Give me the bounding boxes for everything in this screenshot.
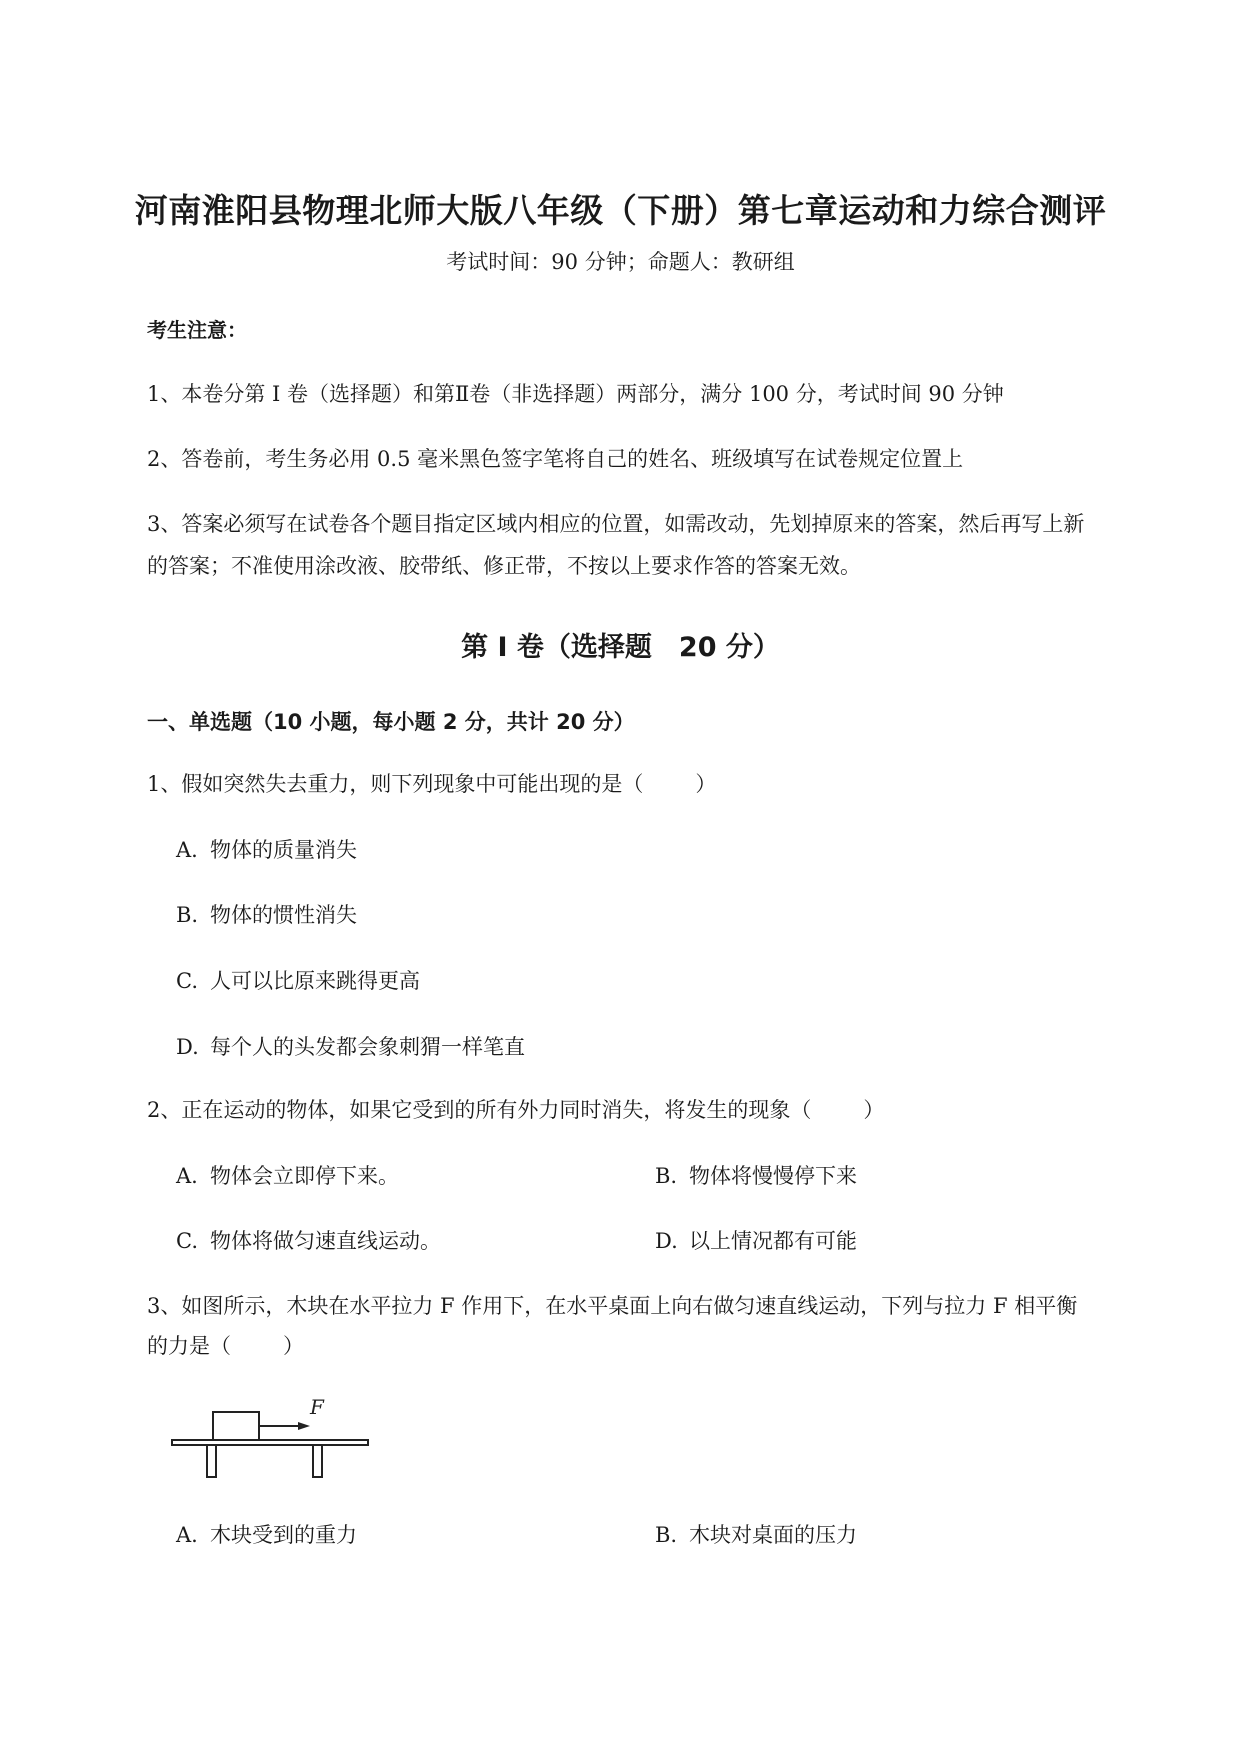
notice-item: 3、答案必须写在试卷各个题目指定区域内相应的位置，如需改动，先划掉原来的答案，然后再写上新 xyxy=(147,512,1085,536)
table-top xyxy=(172,1440,368,1445)
option-label: D. xyxy=(655,1229,678,1253)
option-label: C. xyxy=(176,969,198,993)
section-title: 第 I 卷（选择题 20 分） xyxy=(461,632,780,663)
question-3-option-b[interactable] xyxy=(655,1519,857,1549)
option-text: 人可以比原来跳得更高 xyxy=(210,969,420,993)
option-label: B. xyxy=(655,1523,678,1547)
page-title: 河南淮阳县物理北师大版八年级（下册）第七章运动和力综合测评 xyxy=(134,191,1107,230)
question-1-option-c[interactable] xyxy=(176,965,420,995)
option-label: B. xyxy=(655,1164,678,1188)
question-stem-text: 2、正在运动的物体，如果它受到的所有外力同时消失，将发生的现象（ xyxy=(147,1098,812,1122)
question-2-option-d[interactable] xyxy=(655,1225,857,1255)
block-on-table-figure xyxy=(170,1392,370,1482)
question-2-option-b[interactable] xyxy=(655,1160,857,1190)
force-label: F xyxy=(310,1395,324,1419)
option-text: 木块对桌面的压力 xyxy=(689,1523,857,1547)
notice-item-continued: 的答案；不准使用涂改液、胶带纸、修正带，不按以上要求作答的答案无效。 xyxy=(147,554,861,578)
option-label: A. xyxy=(176,1523,198,1547)
force-arrow-head xyxy=(298,1422,310,1430)
option-text: 木块受到的重力 xyxy=(210,1523,357,1547)
option-label: A. xyxy=(176,1164,198,1188)
question-1-option-a[interactable] xyxy=(176,834,357,864)
question-3-stem: 3、如图所示，木块在水平拉力 F 作用下，在水平桌面上向右做匀速直线运动，下列与拉力 F 相平衡 xyxy=(147,1294,1078,1318)
question-1-option-d[interactable] xyxy=(176,1031,525,1061)
option-text: 物体将慢慢停下来 xyxy=(689,1164,857,1188)
option-label: A. xyxy=(176,838,198,862)
notice-item: 2、答卷前，考生务必用 0.5 毫米黑色签字笔将自己的姓名、班级填写在试卷规定位置上 xyxy=(147,447,964,471)
option-text: 物体将做匀速直线运动。 xyxy=(210,1229,441,1253)
question-stem-text: 的力是（ xyxy=(147,1334,231,1358)
option-label: C. xyxy=(176,1229,198,1253)
question-3-stem-continued xyxy=(147,1330,304,1360)
answer-paren-close: ） xyxy=(283,1334,304,1358)
answer-paren-close: ） xyxy=(695,772,717,796)
option-text: 物体会立即停下来。 xyxy=(210,1164,399,1188)
exam-info: 考试时间：90 分钟；命题人：教研组 xyxy=(446,250,795,274)
option-text: 以上情况都有可能 xyxy=(689,1229,857,1253)
notice-heading: 考生注意： xyxy=(147,318,247,342)
question-1-stem xyxy=(147,768,716,798)
option-label: B. xyxy=(176,903,199,927)
question-2-stem xyxy=(147,1094,884,1124)
option-text: 物体的质量消失 xyxy=(210,838,357,862)
question-3-option-a[interactable] xyxy=(176,1519,357,1549)
notice-item: 1、本卷分第 I 卷（选择题）和第Ⅱ卷（非选择题）两部分，满分 100 分，考试时间 90 分钟 xyxy=(147,382,1004,406)
question-2-option-a[interactable] xyxy=(176,1160,399,1190)
question-stem-text: 1、假如突然失去重力，则下列现象中可能出现的是（ xyxy=(147,772,644,796)
option-text: 每个人的头发都会象刺猬一样笔直 xyxy=(210,1035,525,1059)
option-label: D. xyxy=(176,1035,199,1059)
option-text: 物体的惯性消失 xyxy=(210,903,357,927)
table-leg-right xyxy=(313,1445,322,1477)
question-2-option-c[interactable] xyxy=(176,1225,441,1255)
table-leg-left xyxy=(207,1445,216,1477)
wooden-block xyxy=(213,1412,259,1440)
question-1-option-b[interactable] xyxy=(176,899,357,929)
answer-paren-close: ） xyxy=(863,1098,885,1122)
part-heading: 一、单选题（10 小题，每小题 2 分，共计 20 分） xyxy=(147,710,635,734)
